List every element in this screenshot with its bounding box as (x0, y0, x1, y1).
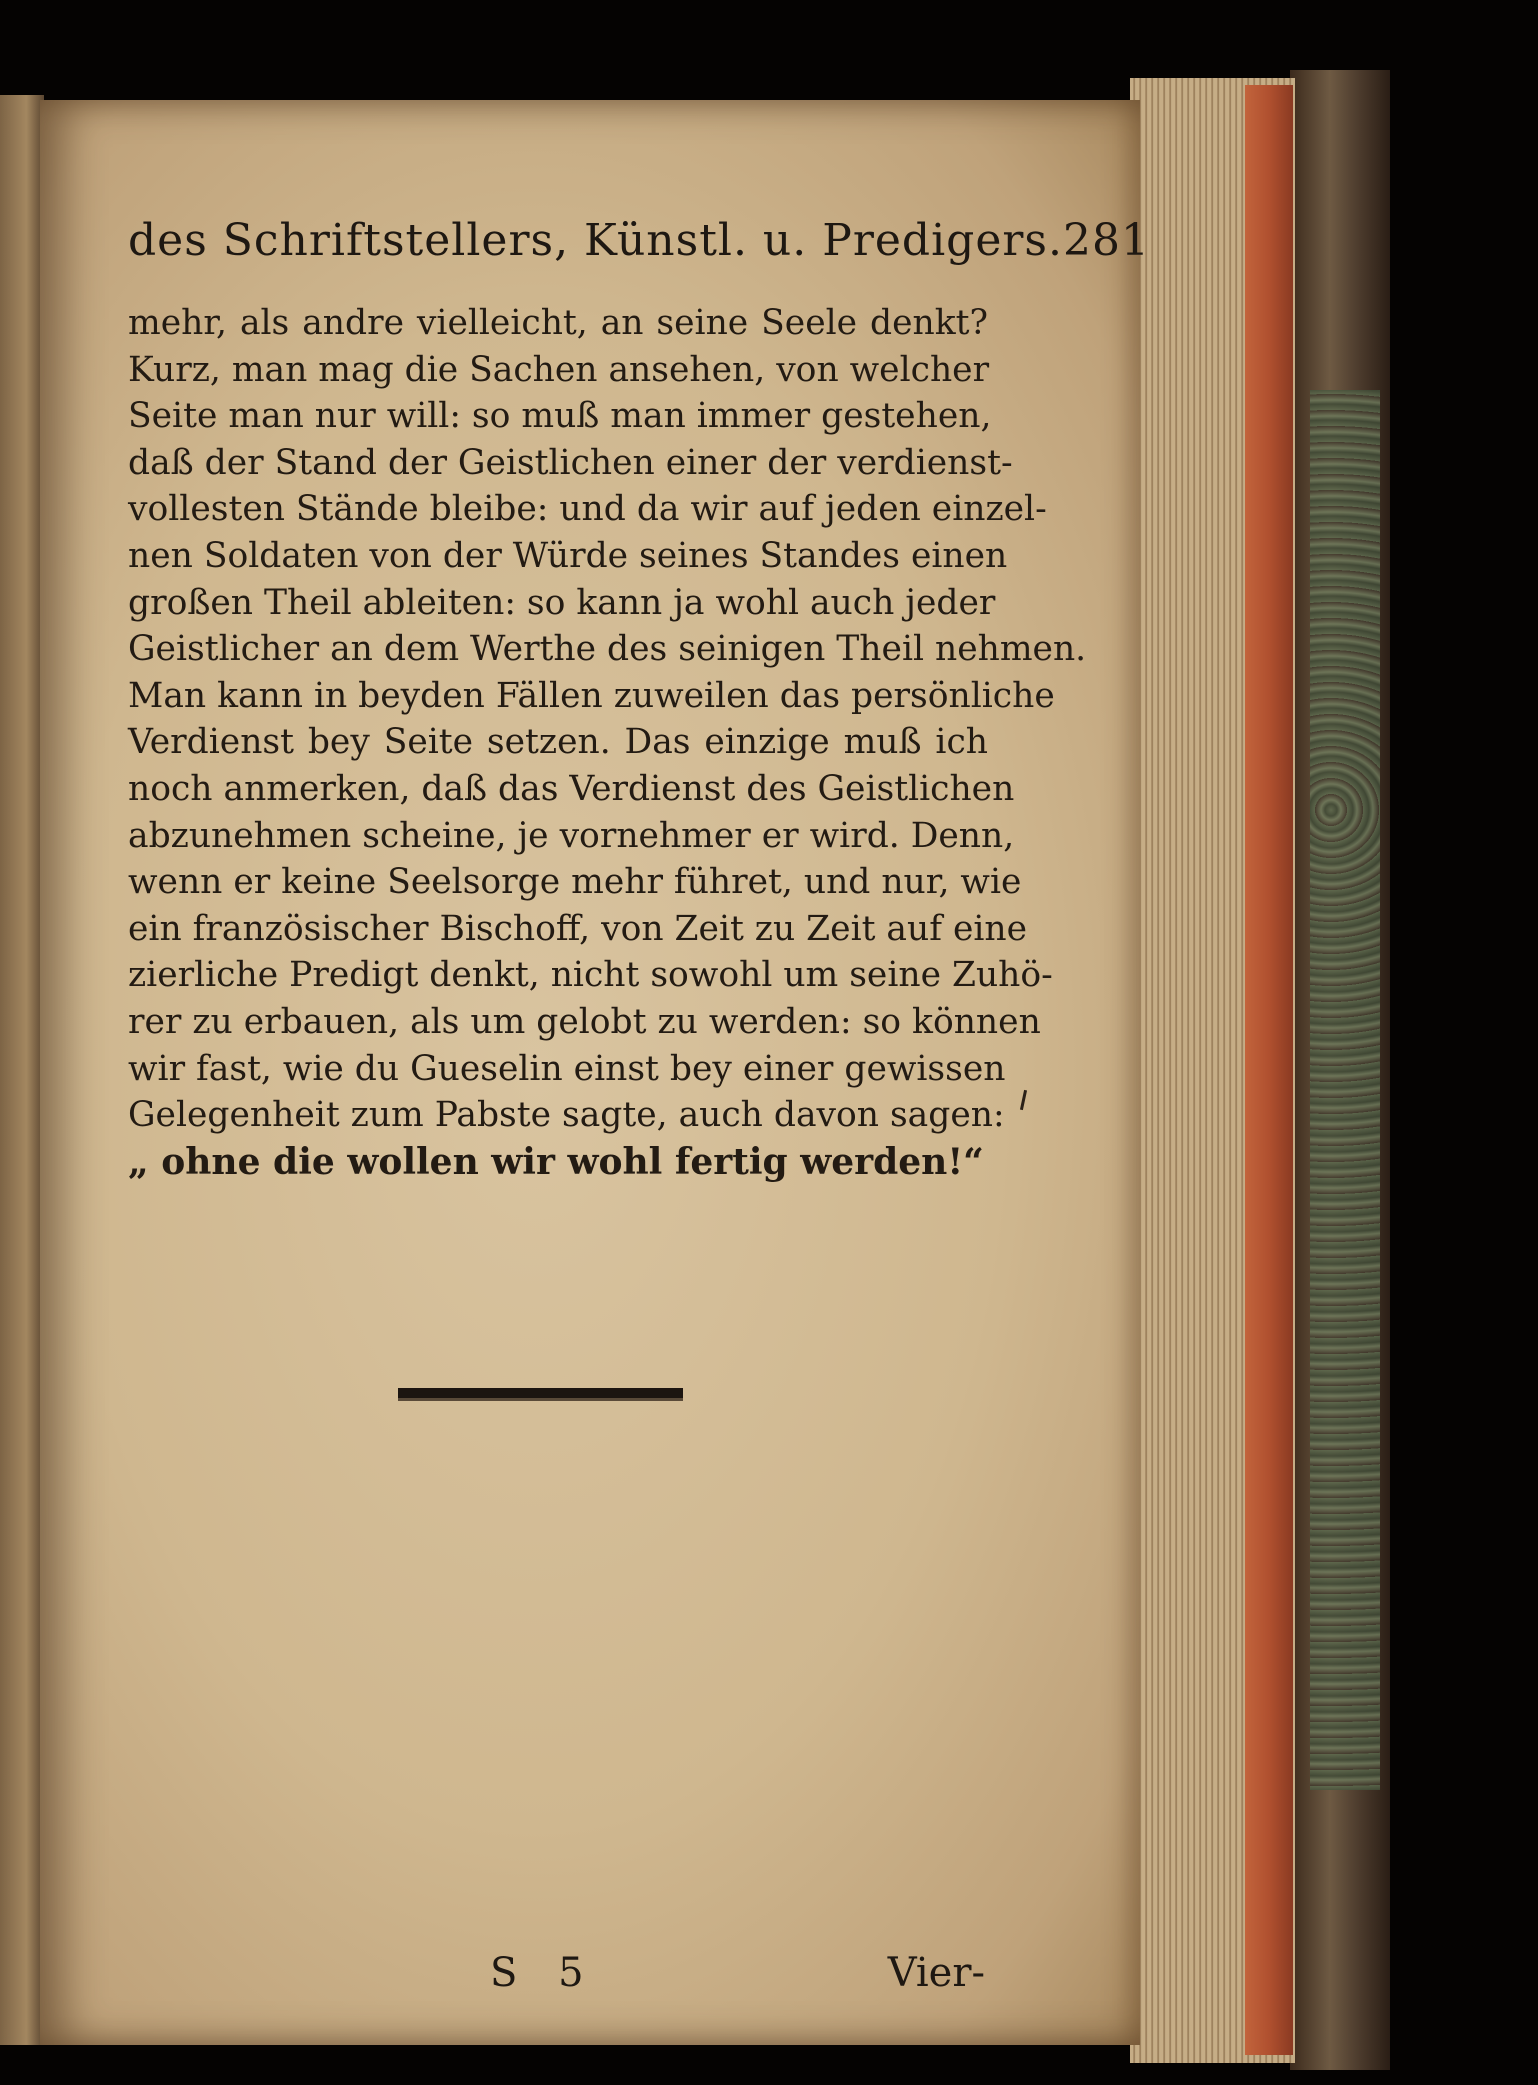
text-line: ein französischer Bischoff, von Zeit zu Zeit auf eine (128, 908, 1028, 949)
text-line: Geistlicher an dem Werthe des seinigen Theil nehmen. (128, 629, 1087, 670)
facing-page-edge (0, 95, 44, 2045)
text-line: noch anmerken, daß das Verdienst des Geistlichen (128, 768, 1015, 809)
text-line: zierliche Predigt denkt, nicht sowohl um seine Zuhö- (128, 955, 1053, 996)
red-page-edge (1245, 85, 1293, 2055)
text-line: wir fast, wie du Gueselin einst bey einer gewissen (128, 1048, 1006, 1089)
text-line-last: „ ohne die wollen wir wohl fertig werden!“ (128, 1140, 984, 1183)
running-head-title: des Schriftstellers, Künstl. u. Predigers. (128, 215, 1063, 266)
text-line: abzunehmen scheine, je vornehmer er wird. Denn, (128, 815, 1015, 856)
text-line: großen Theil ableiten: so kann ja wohl auch jeder (128, 582, 996, 623)
text-line: rer zu erbauen, als um gelobt zu werden: so können (128, 1001, 1041, 1042)
running-head (128, 215, 1150, 275)
book-cover (1290, 70, 1390, 2070)
text-line: Gelegenheit zum Pabste sagte, auch davon sagen: (128, 1095, 1005, 1136)
decorative-rule (398, 1388, 683, 1401)
text-line: wenn er keine Seelsorge mehr führet, und nur, wie (128, 862, 1022, 903)
text-line: Kurz, man mag die Sachen ansehen, von welcher (128, 349, 990, 390)
text-line: Seite man nur will: so muß man immer gestehen, (128, 396, 992, 437)
text-line: nen Soldaten von der Würde seines Standes einen (128, 535, 1008, 576)
page-number: 281 (1062, 215, 1150, 266)
catchword: Vier- (887, 1950, 985, 1996)
body-text (128, 300, 1087, 1185)
text-line: mehr, als andre vielleicht, an seine Seele denkt? (128, 303, 988, 343)
text-line: vollesten Stände bleibe: und da wir auf jeden einzel- (128, 489, 1047, 530)
signature-mark: S 5 (490, 1950, 598, 1996)
text-line: Verdienst bey Seite setzen. Das einzige muß ich (128, 722, 988, 763)
text-line: Man kann in beyden Fällen zuweilen das persönliche (128, 675, 1055, 716)
text-line: daß der Stand der Geistlichen einer der verdienst- (128, 442, 1013, 483)
